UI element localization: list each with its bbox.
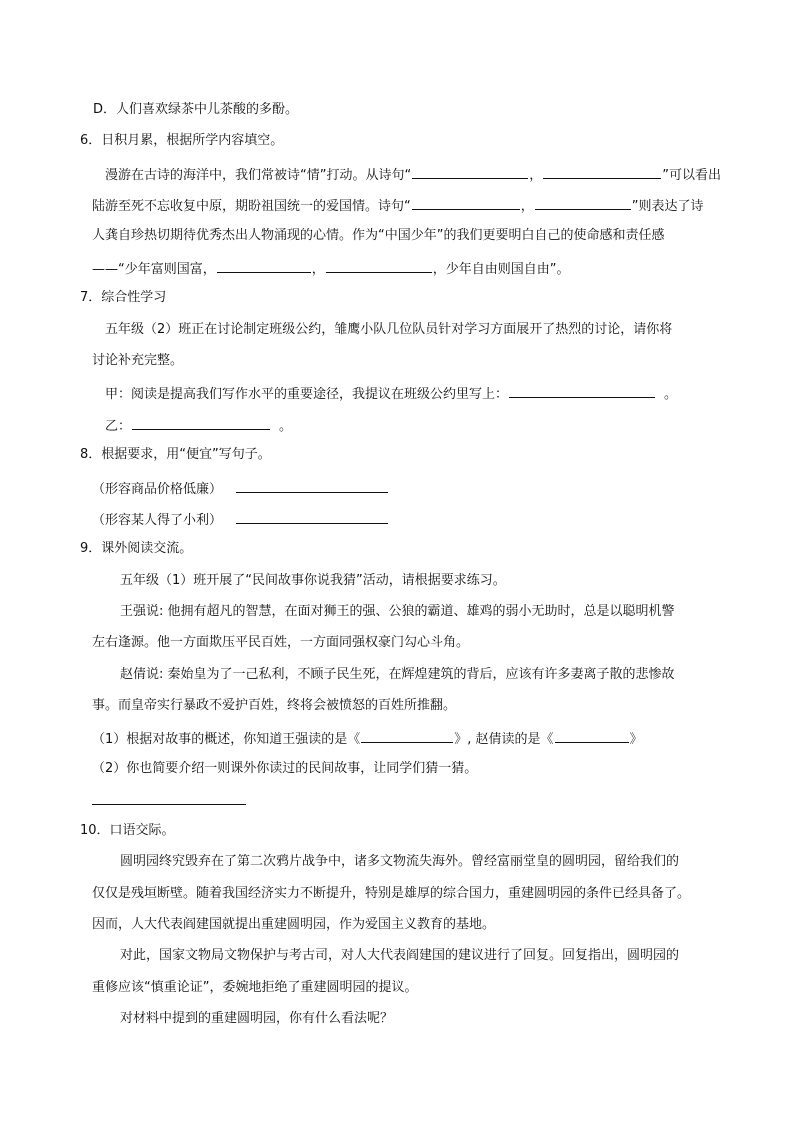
answer-blank[interactable]: [236, 510, 388, 524]
q7-text: 乙：: [105, 419, 132, 434]
q9-text: 》, 赵倩读的是《: [454, 732, 554, 747]
q6-line3: 人龚自珍热切期待优秀杰出人物涌现的心情。作为“中国少年”的我们更要明白自己的使命感和责任感: [92, 228, 665, 243]
q7-intro-line1: 五年级（2）班正在讨论制定班级公约，雏鹰小队几位队员针对学习方面展开了热烈的讨论，请你将: [105, 322, 673, 337]
q10-p2-line1: 对此，国家文物局文物保护与考古司，对人大代表阎建国的建议进行了回复。回复指出，圆明园的: [120, 948, 680, 963]
answer-blank[interactable]: [555, 729, 629, 743]
q10-title: 10．口语交际。: [80, 823, 175, 838]
q9-sub1: [92, 729, 643, 745]
q6-line2: [92, 196, 704, 212]
q7-title: 7．综合性学习: [80, 290, 167, 305]
q6-text: ，: [529, 168, 543, 183]
q7-intro-line2: 讨论补充完整。: [92, 353, 184, 368]
q8-title: 8．根据要求，用“便宜”写句子。: [80, 447, 271, 462]
q9-text: 》: [629, 732, 643, 747]
q6-text: ”可以看出: [662, 168, 721, 183]
answer-blank[interactable]: [509, 384, 655, 398]
answer-blank[interactable]: [326, 259, 432, 273]
q10-p1-line3: 因而，人大代表阎建国就提出重建圆明园，作为爱国主义教育的基地。: [92, 917, 496, 932]
q9-intro: 五年级（1）班开展了“民间故事你说我猜”活动，请根据要求练习。: [120, 573, 506, 588]
answer-blank[interactable]: [236, 479, 388, 493]
q6-line1: [105, 165, 721, 181]
answer-blank[interactable]: [412, 196, 520, 210]
q9-title: 9．课外阅读交流。: [80, 541, 193, 556]
q7-text: 甲：阅读是提高我们写作水平的重要途径，我提议在班级公约里写上：: [105, 387, 509, 402]
q5-option-d: D．人们喜欢绿茶中儿茶酸的多酚。: [93, 102, 299, 117]
q9-zhao-line1: 赵倩说: 秦始皇为了一己私利，不顾子民生死，在辉煌建筑的背后，应该有许多妻离子散的悲惨故: [120, 667, 675, 682]
q10-p1-line2: 仅仅是残垣断壁。随着我国经济实力不断提升，特别是雄厚的综合国力，重建圆明园的条件已经具备了。: [92, 886, 691, 901]
answer-blank[interactable]: [217, 259, 311, 273]
q7-text: 。: [664, 387, 678, 402]
q9-wang-line2: 左右逢源。他一方面欺压平民百姓，一方面同强权豪门勾心斗角。: [92, 635, 470, 650]
q10-question: 对材料中提到的重建圆明园，你有什么看法呢？: [120, 1011, 394, 1026]
answer-blank[interactable]: [412, 165, 528, 179]
answer-blank[interactable]: [543, 165, 661, 179]
q10-p1-line1: 圆明园终究毁弃在了第二次鸦片战争中，诸多文物流失海外。曾经富丽堂皇的圆明园，留给我们的: [120, 854, 680, 869]
q9-text: （1）根据对故事的概述，你知道王强读的是《: [92, 732, 361, 747]
q6-text: ——“少年富则国富，: [92, 262, 216, 277]
q9-wang-line1: 王强说: 他拥有超凡的智慧，在面对狮王的强、公狼的霸道、雄鸡的弱小无助时，总是以聪明机警: [120, 604, 675, 619]
q6-text: ，少年自由则国自由”。: [432, 262, 570, 277]
q9-sub2: （2）你也简要介绍一则课外你读过的民间故事，让同学们猜一猜。: [92, 761, 478, 776]
q8-text: （形容商品价格低廉）: [92, 482, 223, 497]
answer-blank[interactable]: [92, 803, 246, 805]
q10-p2-line2: 重修应该“慎重论证”，委婉地拒绝了重建圆明园的提议。: [92, 980, 418, 995]
answer-blank[interactable]: [132, 416, 270, 430]
q9-zhao-line2: 事。而皇帝实行暴政不爱护百姓，终将会被愤怒的百姓所推翻。: [92, 698, 457, 713]
q6-text: ，: [311, 262, 325, 277]
q6-title: 6．日积月累，根据所学内容填空。: [80, 133, 284, 148]
q8-text: （形容某人得了小利）: [92, 513, 223, 528]
answer-blank[interactable]: [361, 729, 453, 743]
q6-text: ”则表达了诗: [631, 199, 704, 214]
q6-text: 漫游在古诗的海洋中，我们常被诗“情”打动。从诗句“: [105, 168, 412, 183]
q7-yi: [105, 416, 292, 432]
q7-jia: [105, 384, 677, 400]
q6-text: 陆游至死不忘收复中原，期盼祖国统一的爱国情。诗句“: [92, 199, 411, 214]
q6-text: ，: [520, 199, 534, 214]
q8-item2: [92, 510, 389, 526]
answer-blank[interactable]: [535, 196, 631, 210]
q8-item1: [92, 479, 389, 495]
q6-line4: [92, 259, 570, 275]
q7-text: 。: [279, 419, 293, 434]
